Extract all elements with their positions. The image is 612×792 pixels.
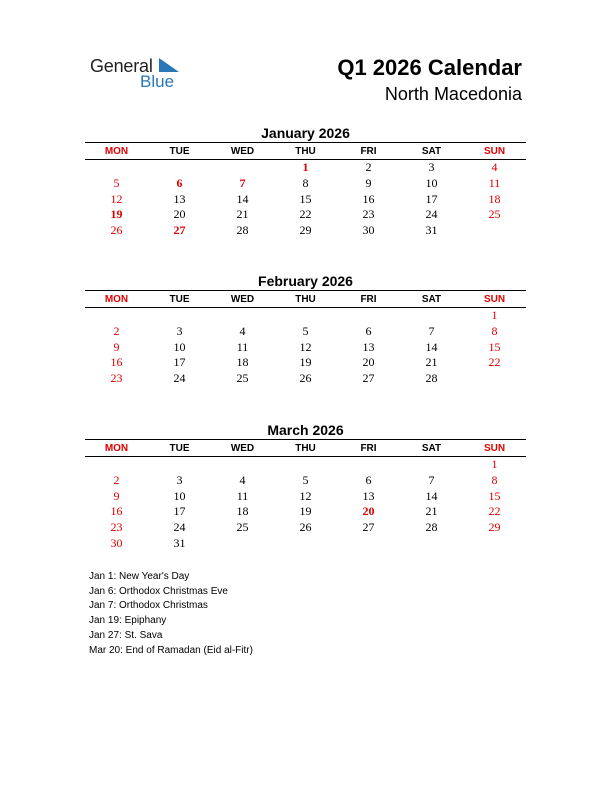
week-row xyxy=(85,535,526,551)
day-cell: 22 xyxy=(488,504,501,519)
day-cell: 11 xyxy=(236,339,249,354)
logo-general-text: General xyxy=(90,56,153,76)
month-title: January 2026 xyxy=(261,125,350,141)
generalblue-logo xyxy=(90,56,200,94)
week-row xyxy=(85,355,526,371)
weekday-label-fri: FRI xyxy=(360,293,377,305)
week-row xyxy=(85,160,526,176)
day-cell: 4 xyxy=(239,324,246,339)
week-row xyxy=(85,324,526,340)
week-row xyxy=(85,488,526,504)
day-cell: 29 xyxy=(299,223,312,238)
day-cell: 26 xyxy=(299,520,312,535)
day-cell: 24 xyxy=(425,207,438,222)
holiday-item: Mar 20: End of Ramadan (Eid al-Fitr) xyxy=(89,644,253,656)
day-cell: 28 xyxy=(425,520,438,535)
holiday-item: Jan 27: St. Sava xyxy=(89,629,163,641)
day-cell: 5 xyxy=(113,176,120,191)
day-cell: 10 xyxy=(425,176,438,191)
day-cell: 9 xyxy=(113,339,120,354)
weekday-label-thu: THU xyxy=(295,145,316,157)
day-cell: 1 xyxy=(491,457,498,472)
day-cell: 22 xyxy=(488,355,501,370)
holiday-item: Jan 7: Orthodox Christmas xyxy=(89,600,208,612)
weekday-label-wed: WED xyxy=(230,442,255,454)
week-row xyxy=(85,308,526,324)
day-cell: 16 xyxy=(362,191,375,206)
day-cell: 12 xyxy=(299,488,312,503)
holiday-list xyxy=(89,570,253,658)
country-subtitle: North Macedonia xyxy=(384,84,522,104)
day-cell: 23 xyxy=(110,520,123,535)
day-cell: 11 xyxy=(488,176,501,191)
holiday-item: Jan 19: Epiphany xyxy=(89,615,167,627)
week-row xyxy=(85,339,526,355)
day-cell: 6 xyxy=(365,324,372,339)
day-cell: 31 xyxy=(173,535,186,550)
day-cell: 27 xyxy=(362,520,375,535)
weekday-label-mon: MON xyxy=(104,293,129,305)
day-cell: 26 xyxy=(110,223,123,238)
page-title: Q1 2026 Calendar xyxy=(337,55,522,80)
holiday-item: Jan 6: Orthodox Christmas Eve xyxy=(89,585,228,597)
day-cell: 30 xyxy=(362,223,375,238)
day-cell: 12 xyxy=(299,339,312,354)
day-cell: 7 xyxy=(239,176,246,191)
day-cell: 25 xyxy=(236,520,249,535)
day-cell: 26 xyxy=(299,371,312,386)
weekday-label-thu: THU xyxy=(295,442,316,454)
weekday-label-fri: FRI xyxy=(360,145,377,157)
day-cell: 15 xyxy=(299,191,312,206)
day-cell: 29 xyxy=(488,520,501,535)
week-row xyxy=(85,473,526,489)
day-cell: 3 xyxy=(428,160,435,175)
day-cell: 21 xyxy=(425,504,438,519)
weekday-label-wed: WED xyxy=(230,293,255,305)
day-cell: 13 xyxy=(362,488,375,503)
weekday-label-sun: SUN xyxy=(483,442,506,454)
weekday-label-tue: TUE xyxy=(169,293,190,305)
day-cell: 31 xyxy=(425,223,438,238)
weekday-label-sun: SUN xyxy=(483,293,506,305)
week-row xyxy=(85,457,526,473)
day-cell: 3 xyxy=(176,324,183,339)
weekday-header xyxy=(85,290,526,308)
month-grid xyxy=(85,308,526,386)
day-cell: 28 xyxy=(425,371,438,386)
day-cell: 19 xyxy=(299,504,312,519)
month-block-february xyxy=(85,272,526,386)
day-cell: 8 xyxy=(491,473,498,488)
day-cell: 6 xyxy=(365,473,372,488)
day-cell: 1 xyxy=(491,308,498,323)
day-cell: 7 xyxy=(428,324,435,339)
day-cell: 27 xyxy=(173,223,186,238)
day-cell: 23 xyxy=(362,207,375,222)
day-cell: 15 xyxy=(488,488,501,503)
day-cell: 16 xyxy=(110,504,123,519)
day-cell: 1 xyxy=(302,160,309,175)
holiday-item: Jan 1: New Year's Day xyxy=(89,571,190,582)
day-cell: 17 xyxy=(173,504,186,519)
week-row xyxy=(85,207,526,223)
day-cell: 5 xyxy=(302,324,309,339)
day-cell: 15 xyxy=(488,339,501,354)
weekday-label-mon: MON xyxy=(104,442,129,454)
day-cell: 5 xyxy=(302,473,309,488)
weekday-label-sat: SAT xyxy=(421,442,442,454)
day-cell: 19 xyxy=(110,207,123,222)
week-row xyxy=(85,223,526,239)
day-cell: 19 xyxy=(299,355,312,370)
day-cell: 3 xyxy=(176,473,183,488)
day-cell: 8 xyxy=(302,176,309,191)
weekday-label-sat: SAT xyxy=(421,293,442,305)
day-cell: 11 xyxy=(236,488,249,503)
day-cell: 6 xyxy=(176,176,183,191)
day-cell: 30 xyxy=(110,535,123,550)
day-cell: 9 xyxy=(113,488,120,503)
weekday-label-wed: WED xyxy=(230,145,255,157)
month-block-january xyxy=(85,124,526,238)
day-cell: 14 xyxy=(236,191,249,206)
week-row xyxy=(85,191,526,207)
day-cell: 28 xyxy=(236,223,249,238)
day-cell: 13 xyxy=(362,339,375,354)
day-cell: 7 xyxy=(428,473,435,488)
weekday-label-mon: MON xyxy=(104,145,129,157)
day-cell: 17 xyxy=(425,191,438,206)
day-cell: 2 xyxy=(365,160,372,175)
day-cell: 14 xyxy=(425,488,438,503)
day-cell: 17 xyxy=(173,355,186,370)
day-cell: 20 xyxy=(173,207,186,222)
weekday-label-tue: TUE xyxy=(169,145,190,157)
day-cell: 13 xyxy=(173,191,186,206)
weekday-label-sat: SAT xyxy=(421,145,442,157)
day-cell: 10 xyxy=(173,339,186,354)
day-cell: 16 xyxy=(110,355,123,370)
weekday-label-sun: SUN xyxy=(483,145,506,157)
month-grid xyxy=(85,457,526,551)
day-cell: 4 xyxy=(239,473,246,488)
day-cell: 12 xyxy=(110,191,123,206)
day-cell: 18 xyxy=(236,504,249,519)
month-title: March 2026 xyxy=(267,422,344,438)
day-cell: 21 xyxy=(236,207,249,222)
day-cell: 2 xyxy=(113,473,120,488)
day-cell: 27 xyxy=(362,371,375,386)
month-block-march xyxy=(85,421,526,551)
weekday-header xyxy=(85,142,526,160)
week-row xyxy=(85,504,526,520)
week-row xyxy=(85,371,526,387)
day-cell: 25 xyxy=(488,207,501,222)
weekday-label-fri: FRI xyxy=(360,442,377,454)
month-title: February 2026 xyxy=(258,273,353,289)
week-row xyxy=(85,176,526,192)
day-cell: 21 xyxy=(425,355,438,370)
day-cell: 18 xyxy=(488,191,501,206)
logo-flag-icon xyxy=(159,58,179,72)
day-cell: 24 xyxy=(173,371,186,386)
weekday-header xyxy=(85,439,526,457)
day-cell: 20 xyxy=(362,504,375,519)
day-cell: 22 xyxy=(299,207,312,222)
day-cell: 9 xyxy=(365,176,372,191)
day-cell: 18 xyxy=(236,355,249,370)
day-cell: 20 xyxy=(362,355,375,370)
month-grid xyxy=(85,160,526,238)
day-cell: 24 xyxy=(173,520,186,535)
logo-blue-text: Blue xyxy=(140,72,175,91)
day-cell: 14 xyxy=(425,339,438,354)
day-cell: 4 xyxy=(491,160,498,175)
day-cell: 25 xyxy=(236,371,249,386)
week-row xyxy=(85,520,526,536)
day-cell: 8 xyxy=(491,324,498,339)
weekday-label-tue: TUE xyxy=(169,442,190,454)
weekday-label-thu: THU xyxy=(295,293,316,305)
day-cell: 2 xyxy=(113,324,120,339)
day-cell: 10 xyxy=(173,488,186,503)
day-cell: 23 xyxy=(110,371,123,386)
